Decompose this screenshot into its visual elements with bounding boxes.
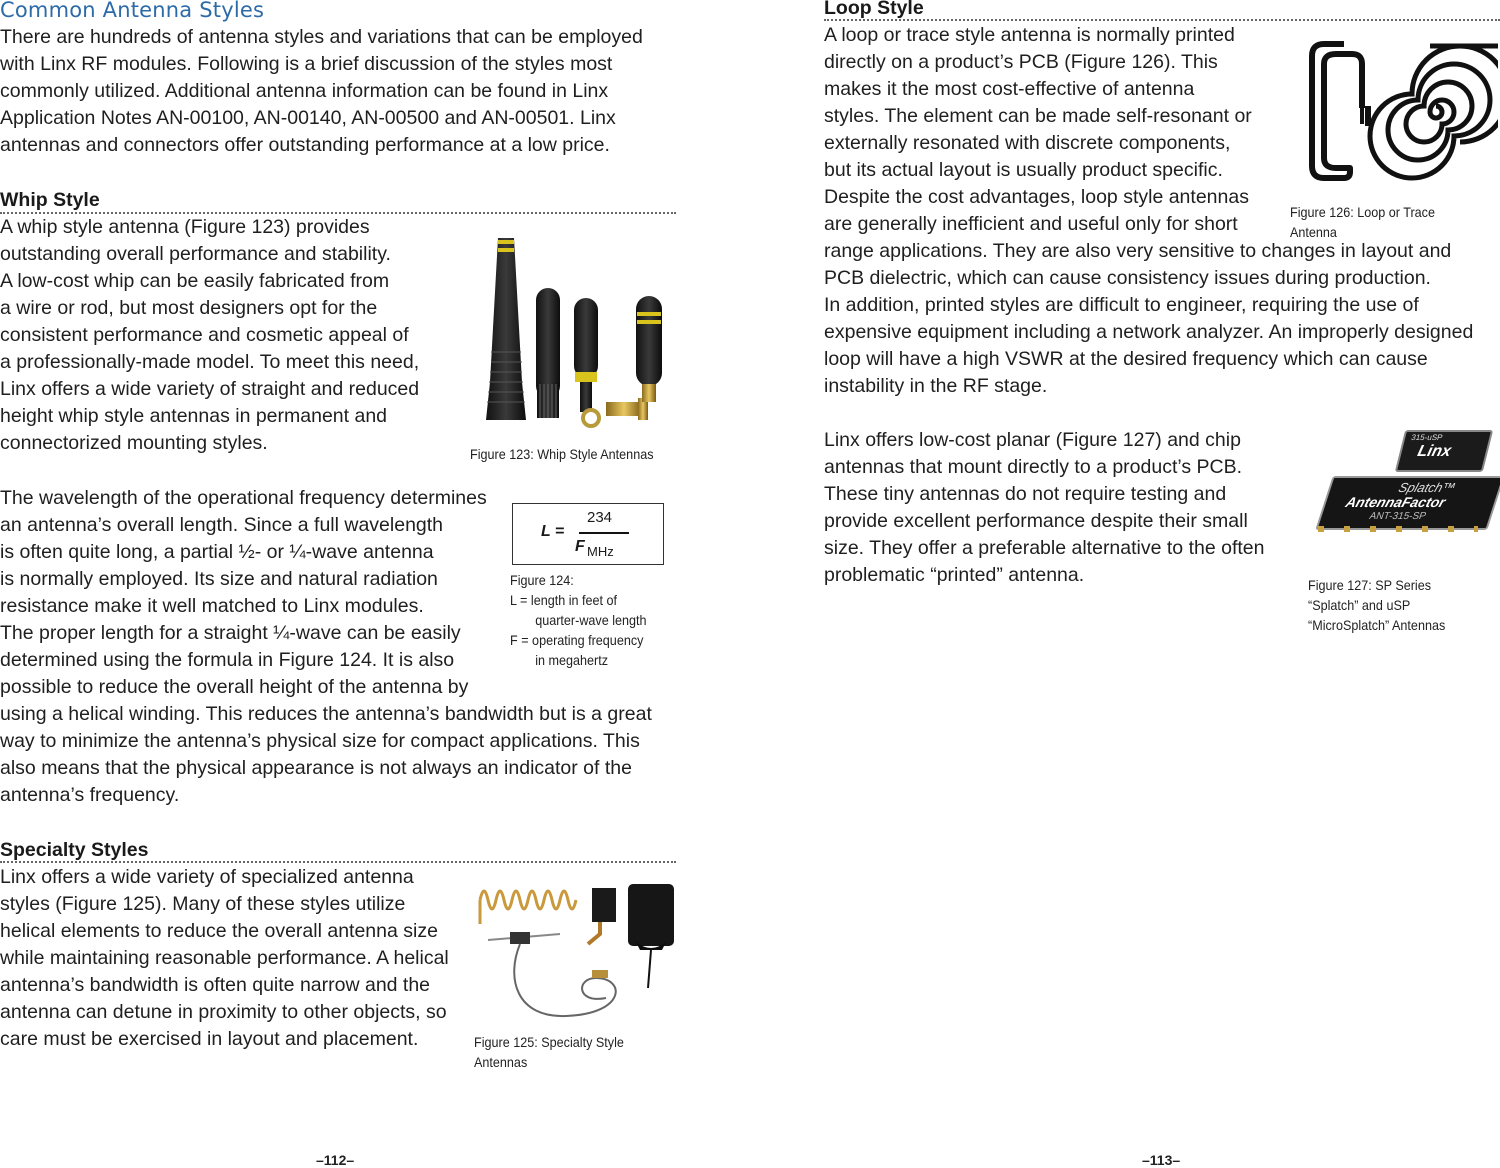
text-line: determined using the formula in Figure 124. It is also [0,649,455,671]
text-line: an antenna’s overall length. Since a full wavelength [0,514,444,536]
whip-antennas-image [476,232,666,432]
text-line: possible to reduce the overall height of the antenna by [0,676,469,698]
chip-label: 315-uSP [1410,433,1444,442]
left-page [0,0,676,1167]
text-line: Linx offers a wide variety of straight and reduced [0,378,420,400]
figure-125-caption [474,1032,624,1072]
text-line: styles. The element can be made self-resonant or [824,105,1252,127]
caption-line: Figure 125: Specialty Style [474,1034,624,1050]
intro-line: with Linx RF modules. Following is a brief discussion of the styles most [0,53,613,75]
caption-line: in megahertz [535,652,609,668]
loop-style-heading: Loop Style [824,0,924,19]
caption-line: L = length in feet of [510,592,618,608]
chip-brand: AntennaFactor [1343,494,1448,510]
text-line: is often quite long, a partial ½- or ¼-wave antenna [0,541,434,563]
intro-line: antennas and connectors offer outstanding performance at a low price. [0,134,610,156]
text-line: styles (Figure 125). Many of these styles utilize [0,893,406,915]
text-line: These tiny antennas do not require testing and [824,483,1227,505]
text-line: consistent performance and cosmetic appeal of [0,324,409,346]
figure-127-caption [1308,575,1445,635]
intro-paragraph [0,24,680,159]
text-line: Linx offers a wide variety of specialized antenna [0,866,414,888]
text-line: A low-cost whip can be easily fabricated from [0,270,390,292]
specialty-antennas-image [476,878,676,1028]
text-line: Despite the cost advantages, loop style antennas [824,186,1249,208]
text-line: problematic “printed” antenna. [824,564,1085,586]
caption-line: Figure 124: [510,572,574,588]
text-line: is normally employed. Its size and natural radiation [0,568,438,590]
figure-124-caption [510,570,647,670]
text-line: In addition, printed styles are difficult to engineer, requiring the use of [824,294,1419,316]
text-line: externally resonated with discrete components, [824,132,1231,154]
text-line: outstanding overall performance and stability. [0,243,391,265]
text-line: using a helical winding. This reduces the antenna’s bandwidth but is a great [0,703,652,725]
text-line: Linx offers low-cost planar (Figure 127) and chip [824,429,1241,451]
intro-line: Application Notes AN-00100, AN-00140, AN-00500 and AN-00501. Linx [0,107,616,129]
caption-line: “MicroSplatch” Antennas [1308,617,1446,633]
text-line: expensive equipment including a network analyzer. An improperly designed [824,321,1474,343]
formula-denominator-var: F [575,538,585,555]
text-line: loop will have a high VSWR at the desired frequency which can cause [824,348,1428,370]
planar-paragraph [824,427,1294,589]
page-title: Common Antenna Styles [0,0,265,22]
microsplatch-chip [1395,430,1493,472]
caption-line: F = operating frequency [510,632,644,648]
formula-lhs: L = [541,523,565,540]
figure-126-caption: Figure 126: Loop or Trace Antenna [1290,204,1435,240]
intro-line: There are hundreds of antenna styles and variations that can be employed [0,26,643,48]
caption-line: “Splatch” and uSP [1308,597,1411,613]
text-line: directly on a product’s PCB (Figure 126). This [824,51,1218,73]
text-line: provide excellent performance despite their small [824,510,1248,532]
chip-antennas-image [1304,426,1500,538]
text-line: helical elements to reduce the overall antenna size [0,920,438,942]
page-number: –112– [316,1152,355,1168]
text-line: a wire or rod, but most designers opt for the [0,297,378,319]
whip-paragraph [0,214,470,457]
chip-pins [1318,526,1478,532]
section-divider [0,861,676,863]
splatch-chip [1315,476,1500,530]
caption-line: quarter-wave length [535,612,647,628]
text-line: PCB dielectric, which can cause consistency issues during production. [824,267,1431,289]
text-line: makes it the most cost-effective of antenna [824,78,1195,100]
text-line: resistance make it well matched to Linx modules. [0,595,424,617]
text-line: but its actual layout is usually product specific. [824,159,1223,181]
text-line: are generally inefficient and useful only for short [824,213,1238,235]
text-line: way to minimize the antenna’s physical size for compact applications. This [0,730,640,752]
text-line: range applications. They are also very sensitive to changes in layout and [824,240,1452,262]
text-line: connectorized mounting styles. [0,432,268,454]
text-line: antenna’s frequency. [0,784,180,806]
caption-line: Figure 127: SP Series [1308,577,1432,593]
text-line: antenna’s bandwidth is often quite narrow and the [0,974,431,996]
text-line: also means that the physical appearance is not always an indicator of the [0,757,632,779]
text-line: size. They offer a preferable alternative to the often [824,537,1265,559]
text-line: care must be exercised in layout and placement. [0,1028,419,1050]
formula-box [512,503,664,565]
page-number: –113– [1142,1152,1181,1168]
text-line: antenna can detune in proximity to other objects, so [0,1001,447,1023]
text-line: a professionally-made model. To meet this need, [0,351,420,373]
formula-fraction-bar [579,532,629,534]
specialty-paragraph [0,864,475,1053]
chip-brand: Linx [1415,443,1453,460]
intro-line: commonly utilized. Additional antenna information can be found in Linx [0,80,609,102]
text-line: The wavelength of the operational frequency determines [0,487,487,509]
caption-line: Antennas [474,1054,528,1070]
chip-label: Splatch™ [1396,480,1458,495]
whip-style-heading: Whip Style [0,189,100,211]
text-line: while maintaining reasonable performance. A helical [0,947,449,969]
text-line: The proper length for a straight ¼-wave can be easily [0,622,461,644]
figure-123-caption: Figure 123: Whip Style Antennas [470,446,654,462]
text-line: A loop or trace style antenna is normally printed [824,24,1235,46]
loop-trace-antenna-image [1306,40,1498,184]
text-line: antennas that mount directly to a product’s PCB. [824,456,1243,478]
text-line: A whip style antenna (Figure 123) provides [0,216,370,238]
section-divider [824,19,1500,21]
right-page [824,0,1500,1167]
text-line: height whip style antennas in permanent and [0,405,388,427]
chip-part-number: ANT-315-SP [1367,511,1428,522]
formula-numerator: 234 [587,509,613,526]
formula-denominator-sub: MHz [587,544,614,559]
specialty-styles-heading: Specialty Styles [0,839,149,861]
text-line: instability in the RF stage. [824,375,1048,397]
